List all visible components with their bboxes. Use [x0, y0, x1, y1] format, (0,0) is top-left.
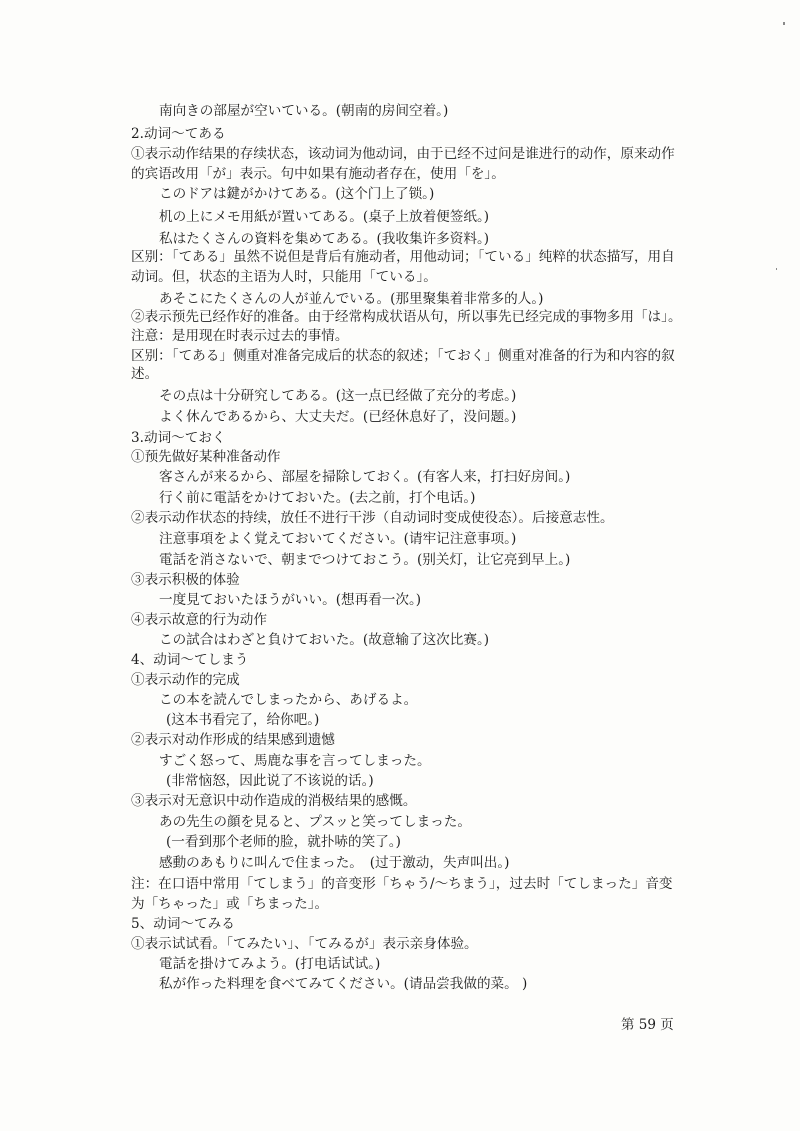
text-line: 的宾语改用「が」表示。句中如果有施动者存在，使用「を」。: [131, 166, 505, 182]
example-line: あの先生の顔を見ると、プスッと笑ってしまった。: [159, 814, 471, 830]
section-heading: 3.动词～ておく: [131, 430, 226, 446]
example-line: あそこにたくさんの人が並んでいる。(那里聚集着非常多的人。): [159, 291, 544, 307]
example-line: 私が作った料理を食べてみてください。(请品尝我做的菜。 ): [159, 976, 528, 992]
example-line: 電話を掛けてみよう。(打电话试试。): [159, 956, 381, 972]
example-line: このドアは鍵がかけてある。(这个门上了锁。): [159, 186, 435, 202]
page-number: 第 59 页: [621, 1017, 674, 1033]
scan-speck: [783, 22, 785, 25]
example-line: 電話を消さないで、朝までつけておこう。(别关灯，让它亮到早上。): [159, 552, 571, 568]
example-line: よく休んであるから、大丈夫だ。(已经休息好了，没问题。): [159, 409, 517, 425]
example-line: 客さんが来るから、部屋を掃除しておく。(有客人来，打扫好房间。): [159, 469, 571, 485]
translation-line: (一看到那个老师的脸，就扑哧的笑了。): [166, 834, 401, 850]
text-line: ①表示动作的完成: [131, 672, 240, 688]
text-line: ③表示积极的体验: [131, 572, 240, 588]
example-line: 行く前に電話をかけておいた。(去之前，打个电话。): [159, 490, 476, 506]
scan-speck: [776, 268, 777, 270]
text-line: 述。: [131, 366, 159, 382]
text-line: 南向きの部屋が空いている。(朝南的房间空着。): [159, 103, 449, 119]
text-line: 注：在口语中常用「てしまう」的音变形「ちゃう/～ちまう」，过去时「てしまった」音变: [131, 876, 673, 892]
text-line: 为「ちゃった」或「ちまった」。: [131, 896, 329, 912]
text-line: 动词。但，状态的主语为人时，只能用「ている」。: [131, 269, 437, 285]
section-heading: 4、动词～てしまう: [131, 652, 249, 668]
text-line: 区别：「てある」虽然不说但是背后有施动者，用他动词；「ている」纯粹的状态描写，用自: [131, 249, 675, 265]
text-line: ②表示动作状态的持续，放任不进行干涉（自动词时变成使役态）。后接意志性。: [131, 510, 614, 526]
text-line: 注意：是用现在时表示过去的事情。: [131, 328, 349, 344]
example-line: 机の上にメモ用紙が置いてある。(桌子上放着便签纸。): [159, 209, 490, 225]
translation-line: (这本书看完了，给你吧。): [166, 712, 320, 728]
text-line: ①表示试试看。「てみたい」、「てみるが」表示亲身体验。: [131, 936, 478, 952]
text-line: ①表示动作结果的存续状态，该动词为他动词，由于已经不过问是谁进行的动作，原来动作: [131, 146, 675, 162]
section-heading: 5、动词～てみる: [131, 916, 235, 932]
example-line: この本を読んでしまったから、あげるよ。: [159, 692, 418, 708]
example-line: その点は十分研究してある。(这一点已经做了充分的考虑。): [159, 388, 517, 404]
text-line: 区别：「てある」侧重对准备完成后的状态的叙述；「ておく」侧重对准备的行为和内容的叙: [131, 348, 675, 364]
example-line: すごく怒って、馬鹿な事を言ってしまった。: [159, 753, 431, 769]
example-line: この試合はわざと負けておいた。(故意输了这次比赛。): [159, 632, 490, 648]
text-line: ①预先做好某种准备动作: [131, 449, 281, 465]
text-line: ④表示故意的行为动作: [131, 612, 267, 628]
section-heading: 2.动词～てある: [131, 126, 226, 142]
example-line: 注意事項をよく覚えておいてください。(请牢记注意事项。): [159, 531, 517, 547]
text-line: ②表示对动作形成的结果感到遗憾: [131, 732, 335, 748]
text-line: ②表示预先已经作好的准备。由于经常构成状语从句，所以事先已经完成的事物多用「は」。: [131, 309, 682, 325]
text-line: ③表示对无意识中动作造成的消极结果的感慨。: [131, 793, 417, 809]
translation-line: (非常恼怒，因此说了不该说的话。): [166, 773, 374, 789]
example-line: 私はたくさんの資料を集めてある。(我收集许多资料。): [159, 231, 490, 247]
example-line: 感動のあもりに叫んで住まった。 (过于激动，失声叫出。): [159, 855, 510, 871]
example-line: 一度見ておいたほうがいい。(想再看一次。): [159, 592, 422, 608]
